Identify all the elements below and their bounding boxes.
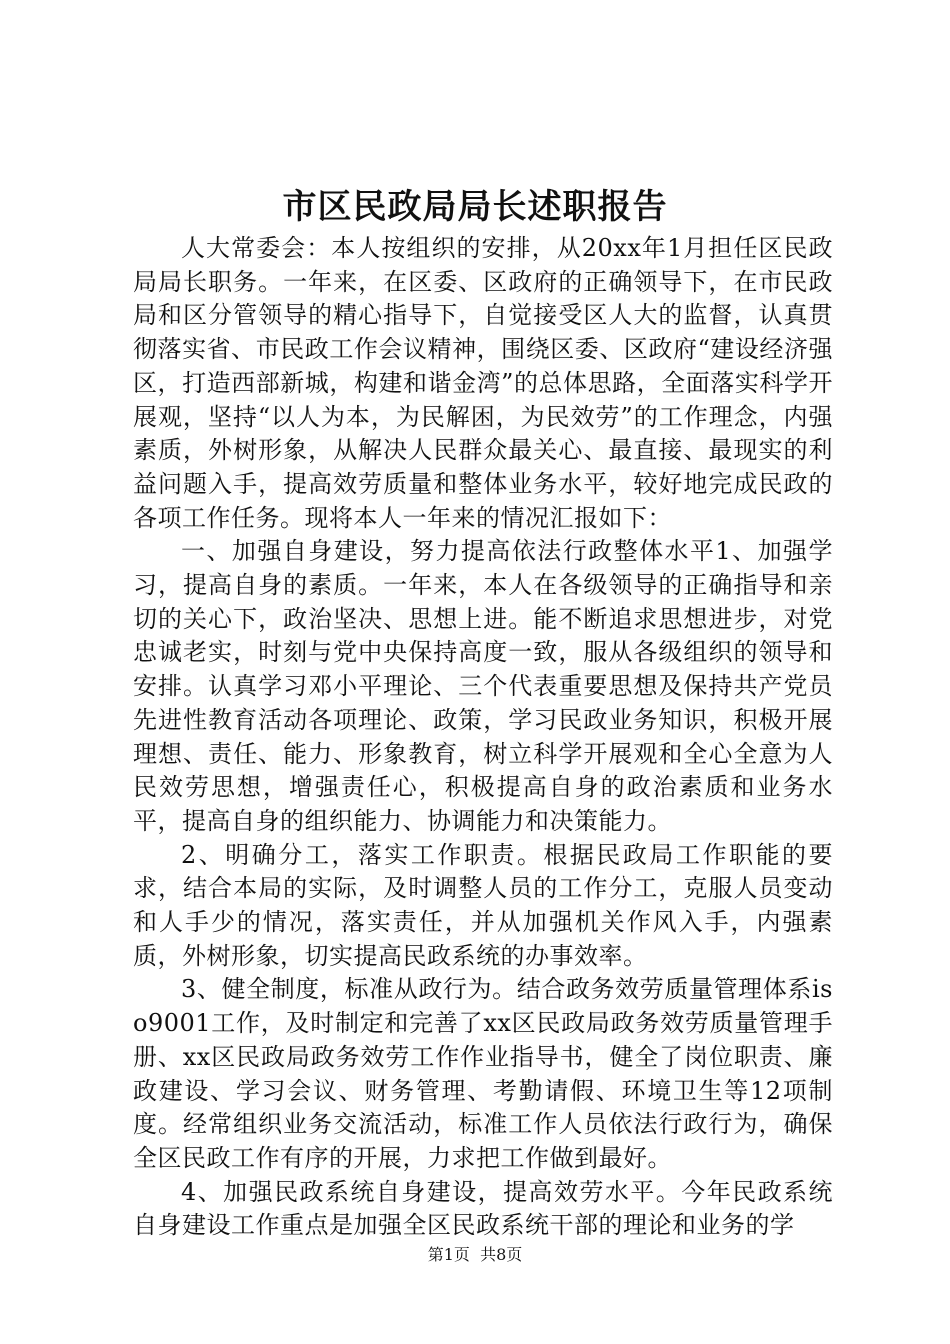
page-footer <box>0 1243 950 1267</box>
document-body <box>133 232 833 1243</box>
paragraph-section-1: 一、加强自身建设，努力提高依法行政整体水平1、加强学习，提高自身的素质。一年来，本人在各级领导的正确指导和亲切的关心下，政治坚决、思想上进。能不断追求思想进步，对党忠诚老实，时刻与党中央保持高度一致，服从各级组织的领导和安排。认真学习邓小平理论、三个代表重要思想及保持共产党员先进性教育活动各项理论、政策，学习民政业务知识，积极开展理想、责任、能力、形象教育，树立科学开展观和全心全意为人民效劳思想，增强责任心，积极提高自身的政治素质和业务水平，提高自身的组织能力、协调能力和决策能力。 <box>133 537 833 835</box>
page-number: 第1页 共8页 <box>427 1245 523 1264</box>
document-title: 市区民政局局长述职报告 <box>282 187 668 227</box>
paragraph-intro: 人大常委会：本人按组织的安排，从20xx年1月担任区民政局局长职务。一年来，在区委、区政府的正确领导下，在市民政局和区分管领导的精心指导下，自觉接受区人大的监督，认真贯彻落实省、市民政工作会议精神，围绕区委、区政府“建设经济强区，打造西部新城，构建和谐金湾”的总体思路，全面落实科学开展观，坚持“以人为本，为民解困，为民效劳”的工作理念，内强素质，外树形象，从解决人民群众最关心、最直接、最现实的利益问题入手，提高效劳质量和整体业务水平，较好地完成民政的各项工作任务。现将本人一年来的情况汇报如下： <box>133 234 833 532</box>
paragraph-item-4: 4、加强民政系统自身建设，提高效劳水平。今年民政系统自身建设工作重点是加强全区民政系统干部的理论和业务的学 <box>133 1177 833 1240</box>
paragraph-item-3: 3、健全制度，标准从政行为。结合政务效劳质量管理体系iso9001工作，及时制定和完善了xx区民政局政务效劳质量管理手册、xx区民政局政务效劳工作作业指导书，健全了岗位职责、廉政建设、学习会议、财务管理、考勤请假、环境卫生等12项制度。经常组织业务交流活动，标准工作人员依法行政行为，确保全区民政工作有序的开展，力求把工作做到最好。 <box>133 975 833 1172</box>
paragraph-item-2: 2、明确分工，落实工作职责。根据民政局工作职能的要求，结合本局的实际，及时调整人员的工作分工，克服人员变动和人手少的情况，落实责任，并从加强机关作风入手，内强素质，外树形象，切实提高民政系统的办事效率。 <box>133 840 833 970</box>
